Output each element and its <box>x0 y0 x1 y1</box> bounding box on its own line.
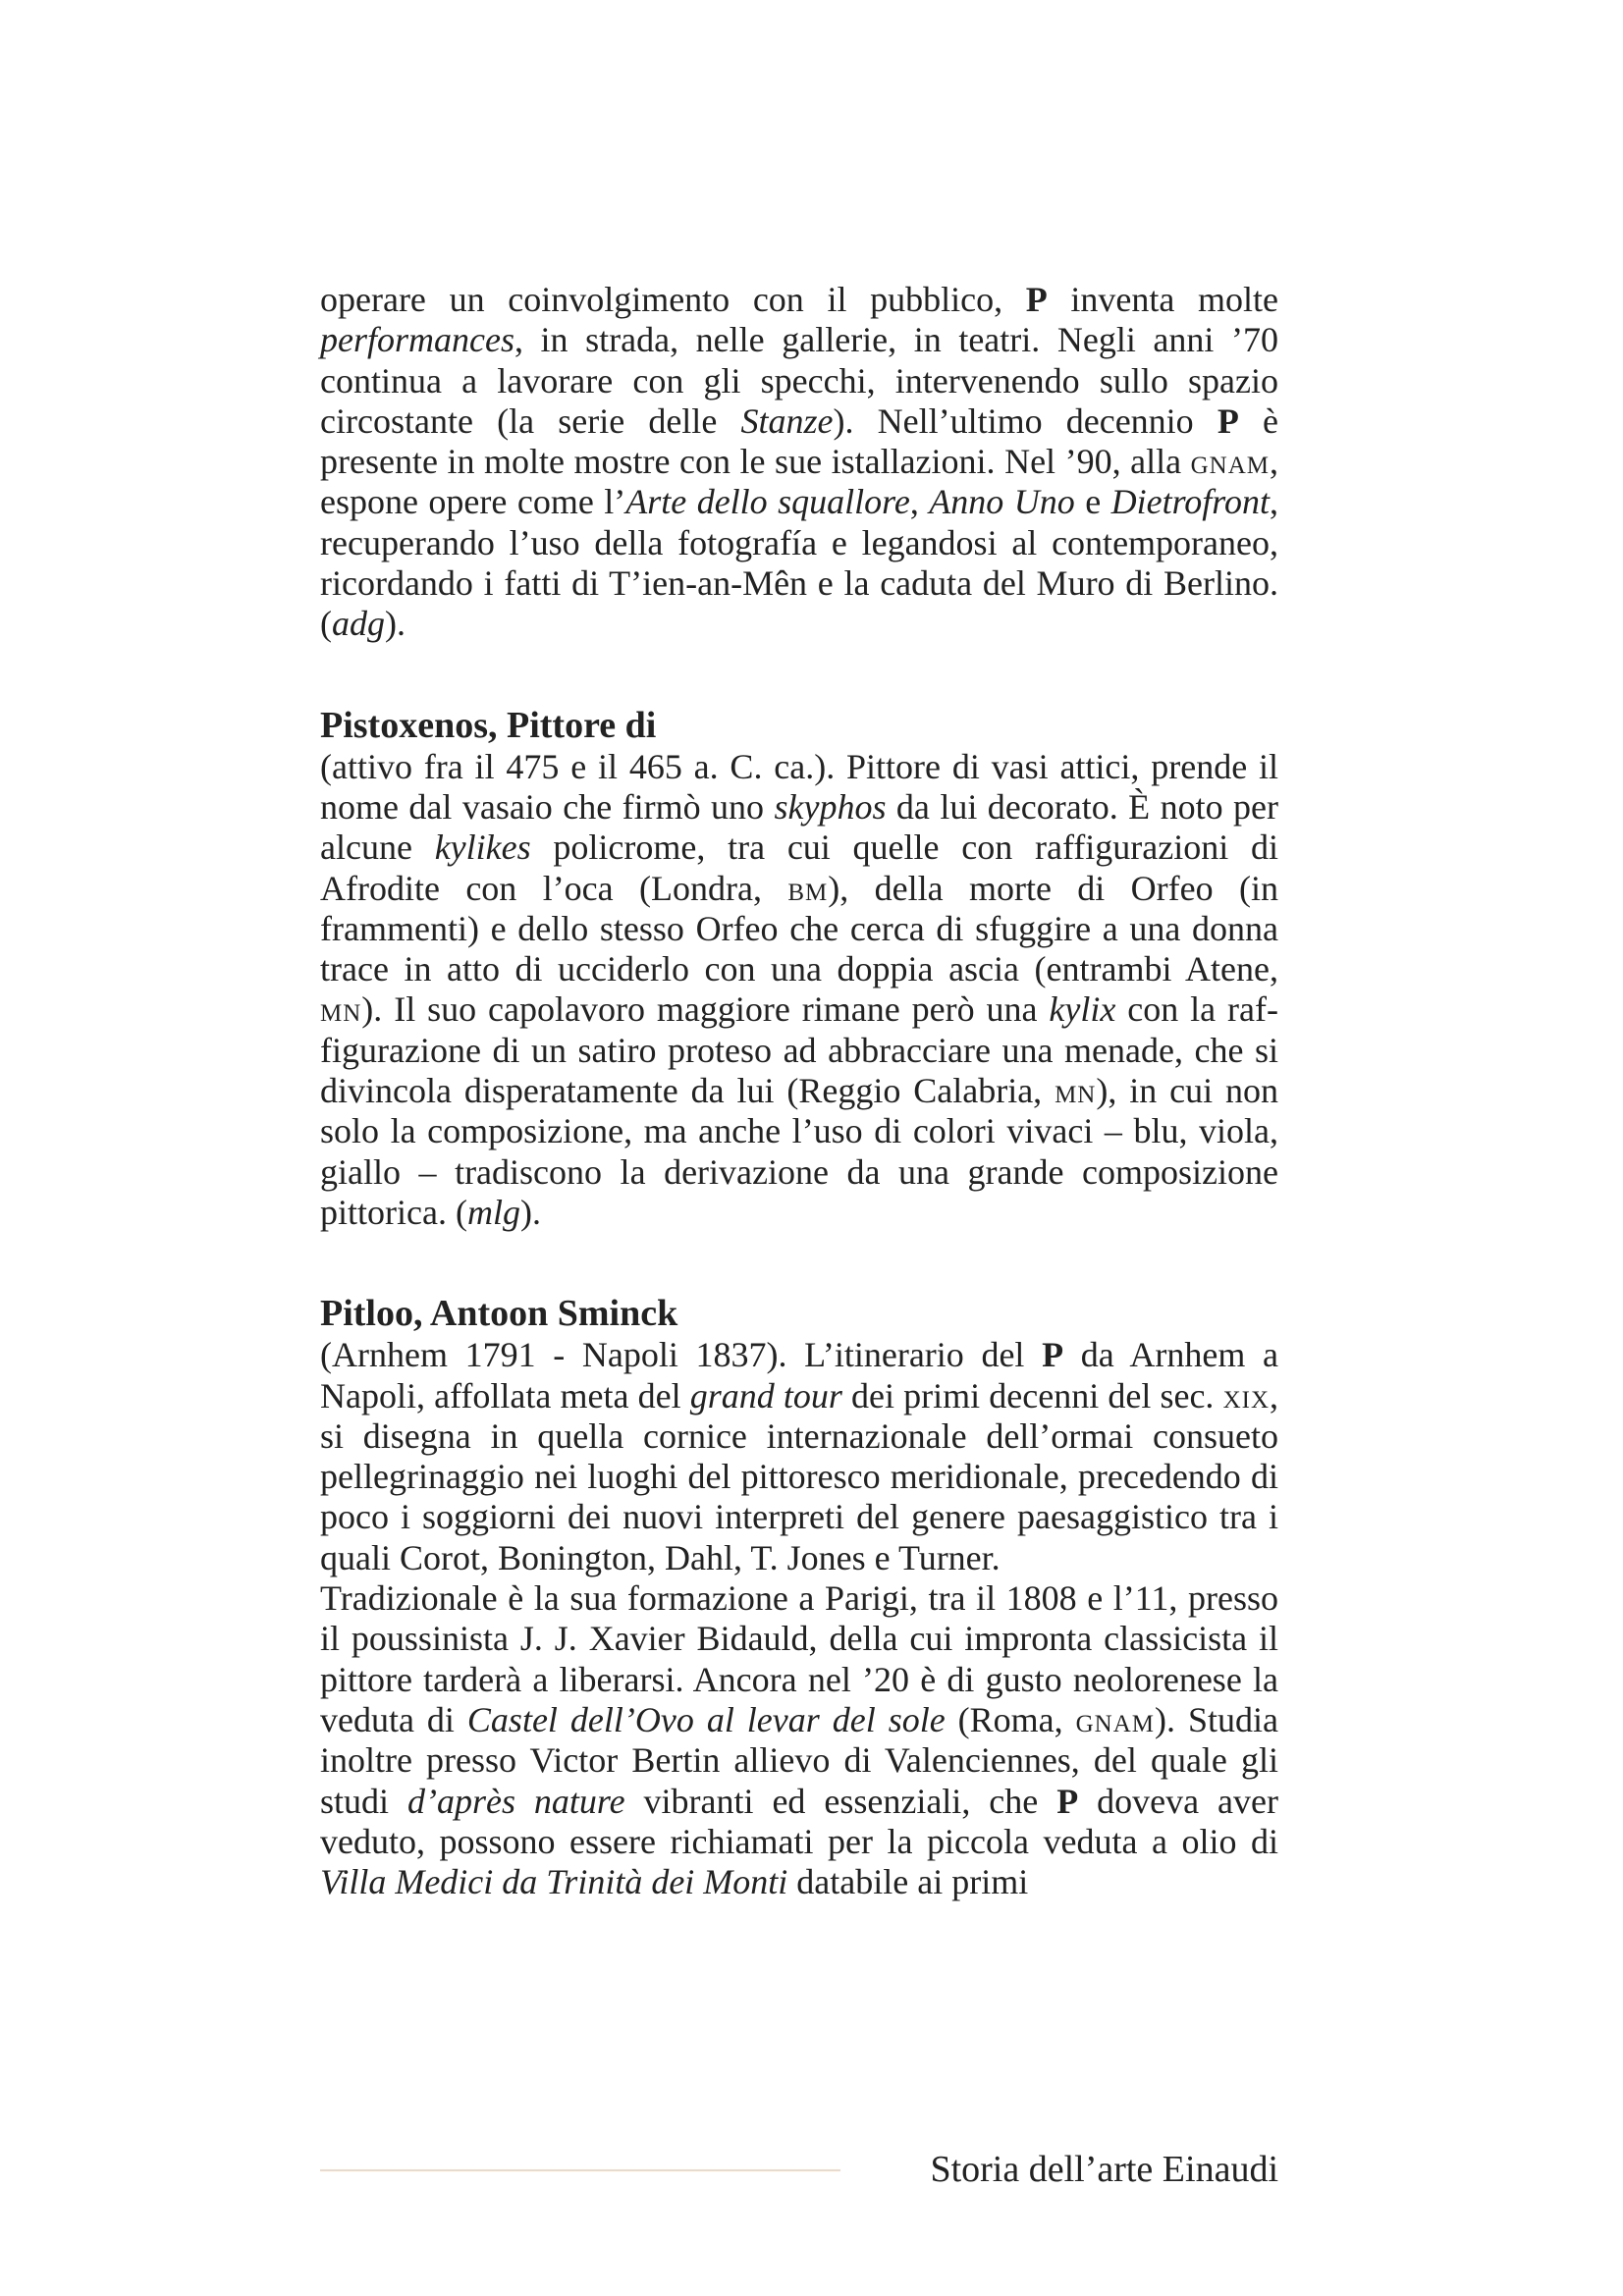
small-caps-abbreviation: gnam <box>1075 1699 1156 1739</box>
bold-text: P <box>1056 1781 1079 1821</box>
text-run: , recuperando l’uso della fotografía e legandosi al contemporaneo, ricordando i fatti di T’ien-an-Mên e la caduta del Muro di Berlino. ( <box>320 482 1278 644</box>
text-run: ). Studia inoltre presso Victor Bertin allievo di Valenciennes, del quale gli studi <box>320 1699 1278 1821</box>
small-caps-abbreviation: gnam <box>1190 442 1270 482</box>
entry-paragraph <box>320 1578 1278 1902</box>
italic-text: Stanze <box>740 400 834 441</box>
italic-text: Dietrofront <box>1110 482 1270 522</box>
spacer <box>320 645 1278 704</box>
text-run: con la raffigurazione di un satiro proteso ad abbracciare una menade, che si divincola disperatamente da lui (Reggio Calabria, <box>320 989 1278 1111</box>
text-run: è presente in molte mostre con le sue istallazioni. Nel ’90, alla <box>320 400 1278 482</box>
footer-rule <box>320 2169 840 2171</box>
italic-text: grand tour <box>689 1375 842 1415</box>
text-run: dei primi decenni del sec. <box>841 1375 1223 1415</box>
text-run: e <box>1074 482 1111 522</box>
text-run: , si disegna in quella cornice internazionale dell’ormai consueto pellegrinaggio nei luoghi del pittoresco meridionale, precedendo di poco i soggiorni dei nuovi interpreti del genere paesaggistico tra i quali Corot, Bonington, Dahl, T. Jones e Turner. <box>320 1375 1278 1577</box>
text-run: ), in cui non solo la composizione, ma anche l’uso di colori vivaci – blu, viola, giallo – tradiscono la derivazione da una grande composizione pittorica. ( <box>320 1071 1278 1232</box>
text-run: ). Nell’ultimo decennio <box>833 400 1217 441</box>
text-run: (attivo fra il 475 e il 465 a. C. ca.). Pittore di vasi attici, prende il nome dal vasaio che firmò uno <box>320 746 1278 827</box>
entry-paragraph <box>320 747 1278 1234</box>
bold-text: P <box>1042 1335 1064 1375</box>
text-run: (Roma, <box>945 1699 1076 1739</box>
text-run: (Arnhem 1791 - Napoli 1837). L’itinerario del <box>320 1335 1043 1375</box>
text-run: ), della morte di Orfeo (in frammenti) e dello stesso Orfeo che cerca di sfuggire a una donna trace in atto di ucciderlo con una doppia ascia (entrambi Atene, <box>320 868 1278 989</box>
text-run: operare un coinvolgimento con il pubblico, <box>320 280 1026 319</box>
italic-text: Villa Medici da Trinità dei Monti <box>320 1862 788 1902</box>
italic-text: mlg <box>466 1192 520 1232</box>
italic-text: Anno Uno <box>929 482 1075 522</box>
footer-title: Storia dell’arte Einaudi <box>930 2149 1278 2190</box>
italic-text: Arte dello squallore <box>625 482 910 522</box>
text-run: ). <box>385 604 406 644</box>
text-run: Tradizionale è la sua formazione a Parigi, tra il 1808 e l’11, presso il poussinista J. J. Xavier Bidauld, della cui impronta classicista il pittore tarderà a liberarsi. Ancora nel ’20 è di gusto neolorenese la veduta di <box>320 1578 1278 1739</box>
small-caps-abbreviation: bm <box>787 868 829 908</box>
text-run: policrome, tra cui quelle con raffigurazioni di Afrodite con l’oca (Londra, <box>320 828 1279 908</box>
bold-text: P <box>1217 400 1239 441</box>
text-run: doveva aver veduto, possono essere richiamati per la piccola veduta a olio di <box>320 1781 1278 1861</box>
italic-text: Castel dell’Ovo al levar del sole <box>466 1699 946 1739</box>
entry-paragraph <box>320 1335 1278 1578</box>
spacer <box>320 1233 1278 1292</box>
italic-text: d’après nature <box>406 1781 625 1821</box>
italic-text: kylix <box>1049 989 1116 1030</box>
small-caps-abbreviation: mn <box>320 989 362 1030</box>
text-run: da lui decorato. È noto per alcune <box>320 786 1278 868</box>
small-caps-abbreviation: xix <box>1222 1375 1270 1415</box>
italic-text: performances <box>320 320 514 360</box>
text-run: databile ai primi <box>787 1862 1029 1902</box>
text-run: , espone opere come l’ <box>320 442 1278 522</box>
italic-text: kylikes <box>434 828 531 868</box>
text-run: , <box>909 482 930 522</box>
italic-text: skyphos <box>774 786 887 827</box>
intro-paragraph <box>320 280 1278 645</box>
small-caps-abbreviation: mn <box>1055 1071 1097 1111</box>
text-run: inventa molte <box>1047 280 1278 319</box>
bold-text: P <box>1025 280 1048 319</box>
entry-heading: Pistoxenos, Pittore di <box>320 704 657 746</box>
text-run: , in strada, nelle gallerie, in teatri. Negli anni ’70 continua a lavorare con gli specchi, intervenendo sullo spazio circostante (la serie delle <box>320 320 1278 441</box>
text-run: ). <box>519 1192 541 1232</box>
page-body <box>320 280 1278 1902</box>
text-run: da Arnhem a Napoli, affollata meta del <box>320 1335 1278 1415</box>
text-run: vibranti ed essenziali, che <box>624 1781 1057 1821</box>
italic-text: adg <box>332 604 385 644</box>
text-run: ). Il suo capolavoro maggiore rimane però una <box>361 989 1050 1030</box>
entry-heading: Pitloo, Antoon Sminck <box>320 1293 678 1335</box>
